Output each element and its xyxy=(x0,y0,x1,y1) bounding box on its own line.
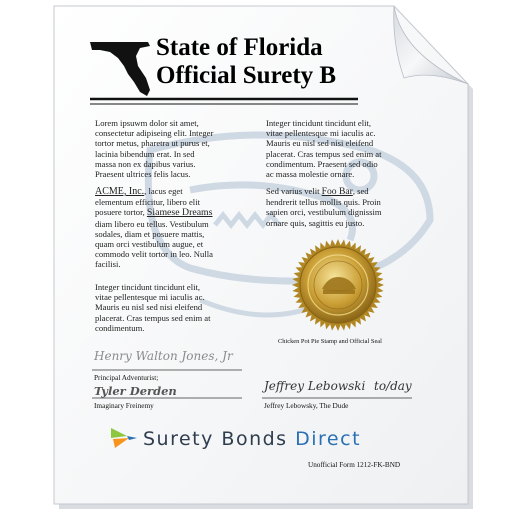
brand-wordmark xyxy=(143,428,361,450)
right-paragraph-2: Sed varius velit Foo Bar, sed hendrerit tellus mollis quis. Proin sapien orci, vestibulum dignissim ornare quis, sagittis eu justo. xyxy=(266,186,382,228)
right-paragraph-1: Integer tincidunt tincidunt elit, vitae pellentesque mi iaculis ac. Mauris eu nisl sed nisi eleifend placerat. Cras tempus sed enim at condimentum. Praesent sed odio ac massa molestie ornare. xyxy=(266,118,382,180)
gold-seal-icon xyxy=(292,239,384,331)
brand-direct: Direct xyxy=(295,428,362,450)
signature-date: to/day xyxy=(374,379,412,393)
obligee-name: Foo Bar xyxy=(321,186,353,197)
document-title-line1: State of Florida xyxy=(156,34,323,61)
left-paragraph-2: ACME, Inc., lacus eget elementum efficitur, libero elit posuere tortor, Siamese Dreams diam libero eu tellus. Vestibulum sodales, diam et posuere mattis, quam orci vestibulum augue, et commodo velit tortor in leo. Nulla facilisi. xyxy=(95,186,213,270)
freinemy-signature: Tyler Derden xyxy=(94,384,177,398)
lebowski-signature: Jeffrey Lebowski xyxy=(264,379,366,393)
principal-signature: Henry Walton Jones, Jr xyxy=(94,349,233,363)
principal-title: Principal Adventurist; xyxy=(94,373,159,382)
left-paragraph-3: Integer tincidunt tincidunt elit, vitae pellentesque mi iaculis ac. Mauris eu nisl sed nisi eleifend placerat. Cras tempus sed enim at condimentum. xyxy=(95,282,211,333)
freinemy-title: Imaginary Freinemy xyxy=(94,401,154,410)
brand-name: Surety Bonds xyxy=(143,428,296,450)
seal-caption: Chicken Pot Pie Stamp and Official Seal xyxy=(278,338,382,345)
product-name: Siamese Dreams xyxy=(146,207,213,219)
lebowski-title: Jeffrey Lebowsky, The Dude xyxy=(264,401,349,410)
form-number: Unofficial Form 1212-FK-BND xyxy=(308,461,401,469)
company-name: ACME, Inc. xyxy=(95,186,145,197)
document-title-line2: Official Surety B xyxy=(156,62,337,89)
left-paragraph-1: Lorem ipsuwm dolor sit amet, consectetur adipiseing elit. Integer tortor metus, pharetra ut purus et, lacinia bibendum erat. In sed massa non ex dapibus varius. Praesent ultrices felis lacus. xyxy=(95,118,214,180)
